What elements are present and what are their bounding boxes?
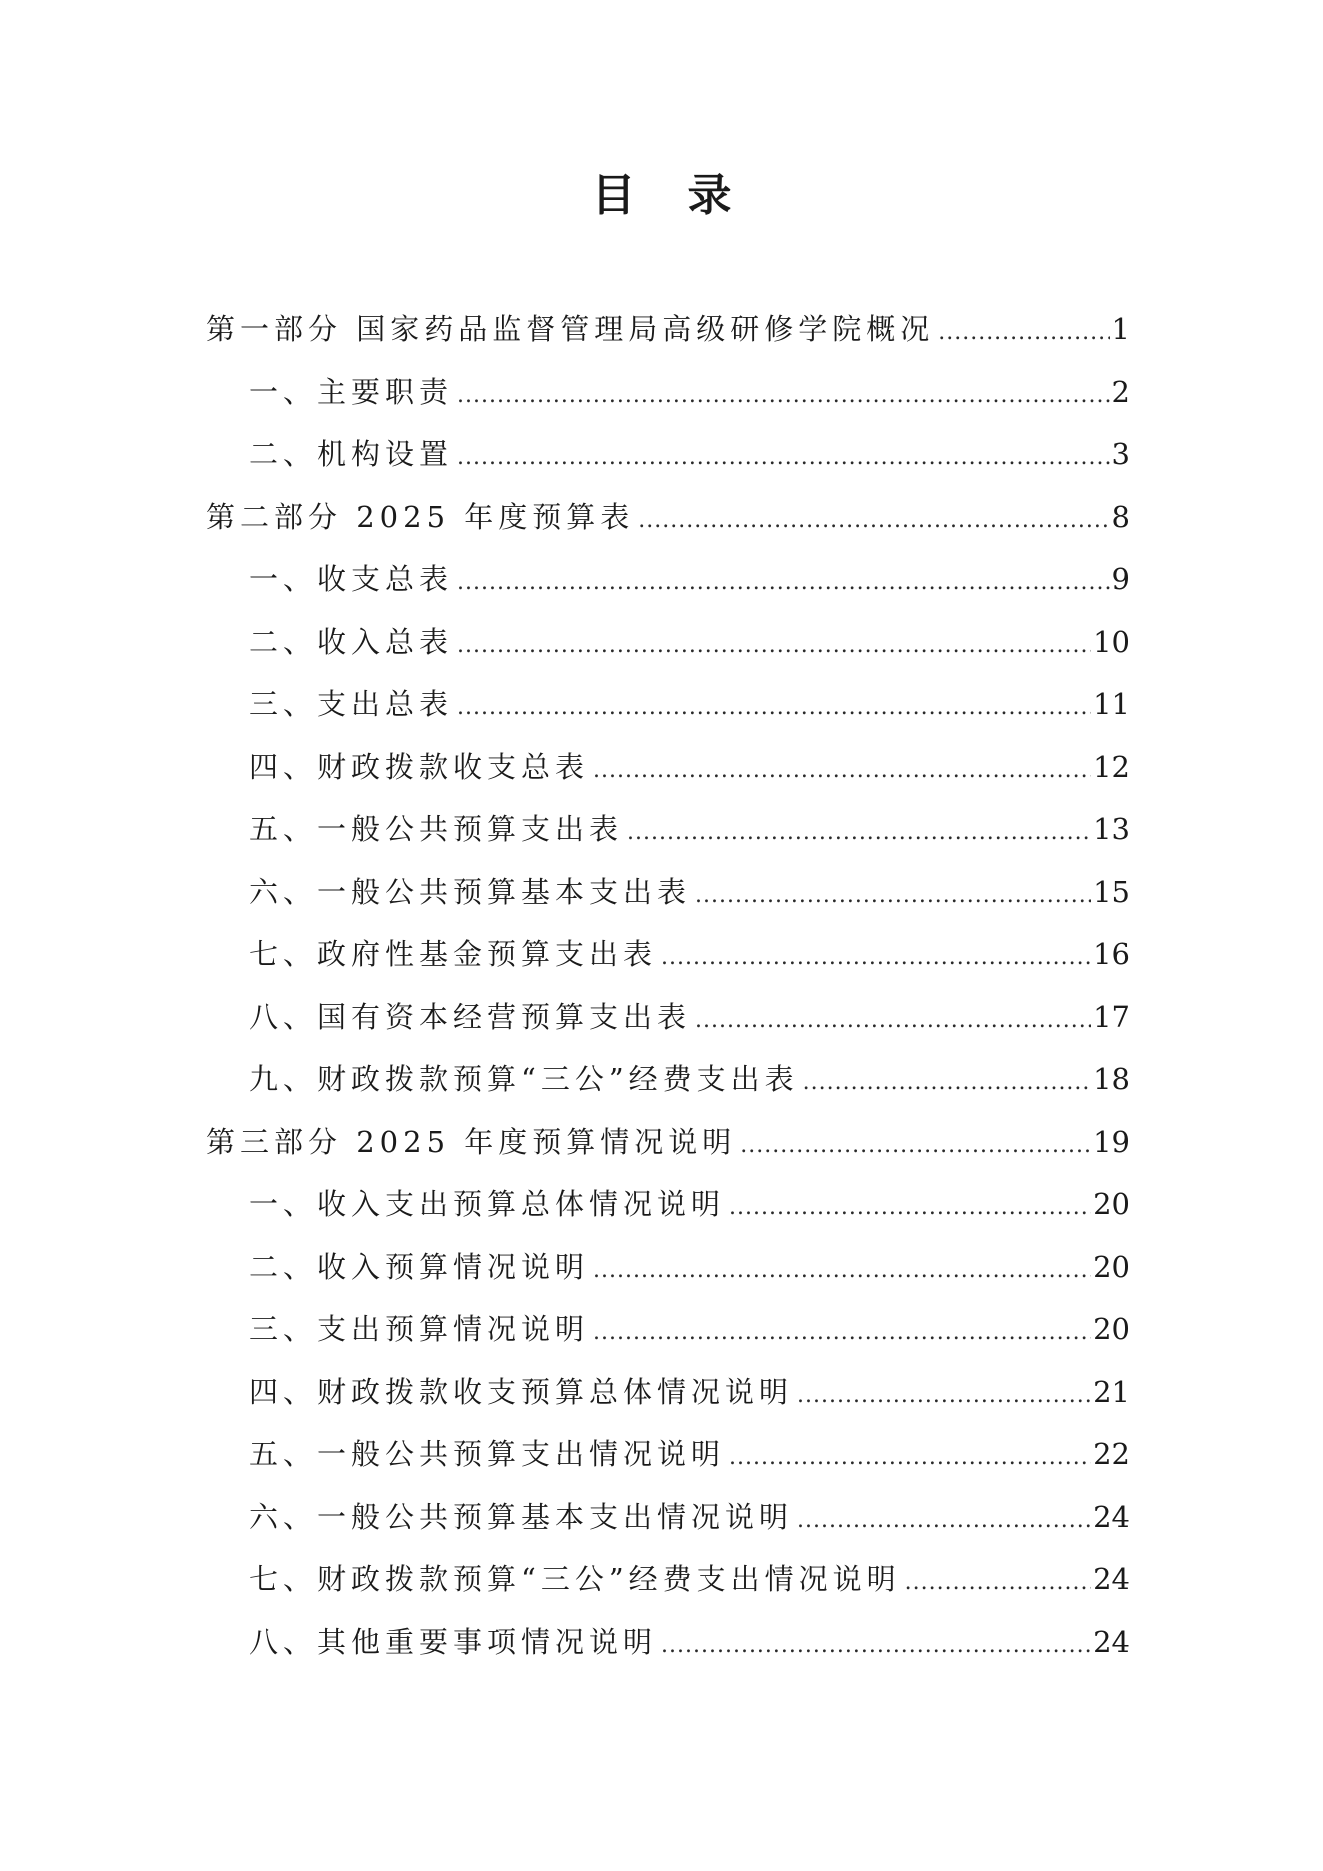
table-of-contents	[206, 298, 1130, 1673]
toc-entry[interactable]	[206, 361, 1130, 424]
toc-entry[interactable]	[206, 1173, 1130, 1236]
leader-dots	[457, 365, 1110, 428]
toc-page-number: 9	[1111, 562, 1130, 596]
toc-entry[interactable]	[206, 923, 1130, 986]
toc-entry-label: 七、财政拨款预算“三公”经费支出情况说明	[249, 1562, 901, 1596]
toc-entry-label: 四、财政拨款收支总表	[249, 749, 590, 784]
leader-dots	[938, 302, 1109, 365]
toc-entry-label: 五、一般公共预算支出情况说明	[249, 1437, 726, 1471]
toc-page-number: 11	[1093, 687, 1130, 721]
toc-entry[interactable]	[206, 673, 1130, 736]
leader-dots	[695, 990, 1091, 1053]
toc-page-number: 22	[1093, 1437, 1130, 1471]
leader-dots	[729, 1177, 1091, 1240]
leader-dots	[457, 677, 1091, 740]
toc-page-number: 18	[1093, 1062, 1130, 1096]
leader-dots	[593, 1302, 1091, 1365]
toc-page-number: 12	[1093, 749, 1130, 784]
leader-dots	[593, 1240, 1091, 1303]
page-title-part-2: 录	[687, 170, 732, 221]
toc-entry[interactable]	[206, 1111, 1130, 1174]
leader-dots	[797, 1365, 1091, 1428]
toc-entry[interactable]	[206, 1486, 1130, 1549]
toc-page-number: 20	[1093, 1249, 1130, 1284]
toc-entry-label: 六、一般公共预算基本支出表	[249, 874, 692, 909]
leader-dots	[457, 552, 1110, 615]
toc-entry-label: 七、政府性基金预算支出表	[249, 937, 658, 971]
leader-dots	[661, 1615, 1091, 1678]
toc-entry[interactable]	[206, 1236, 1130, 1299]
page-title-part-1: 目	[591, 170, 636, 221]
page-title	[0, 168, 1323, 224]
toc-entry-label: 八、其他重要事项情况说明	[249, 1624, 658, 1659]
toc-page-number: 16	[1093, 937, 1130, 971]
toc-page-number: 13	[1093, 812, 1130, 846]
toc-page-number: 2	[1111, 374, 1130, 409]
toc-entry-label: 六、一般公共预算基本支出情况说明	[249, 1499, 794, 1534]
leader-dots	[638, 490, 1109, 553]
toc-entry[interactable]	[206, 611, 1130, 674]
toc-entry[interactable]	[206, 1548, 1130, 1611]
toc-entry[interactable]	[206, 1361, 1130, 1424]
toc-entry-label: 一、主要职责	[249, 374, 454, 409]
toc-entry-label: 三、支出预算情况说明	[249, 1312, 590, 1346]
toc-entry[interactable]	[206, 1298, 1130, 1361]
leader-dots	[627, 802, 1091, 865]
leader-dots	[729, 1427, 1091, 1490]
toc-entry[interactable]	[206, 1611, 1130, 1674]
toc-entry-label: 一、收支总表	[249, 562, 454, 596]
toc-page-number: 21	[1093, 1374, 1130, 1409]
toc-entry[interactable]	[206, 486, 1130, 549]
toc-page-number: 3	[1111, 437, 1130, 471]
toc-entry[interactable]	[206, 861, 1130, 924]
leader-dots	[457, 427, 1110, 490]
toc-page-number: 8	[1111, 499, 1130, 534]
toc-page-number: 19	[1093, 1124, 1130, 1159]
toc-page-number: 10	[1093, 624, 1130, 659]
leader-dots	[593, 740, 1091, 803]
toc-entry[interactable]	[206, 1048, 1130, 1111]
leader-dots	[803, 1052, 1091, 1115]
leader-dots	[797, 1490, 1091, 1553]
toc-entry-label: 八、国有资本经营预算支出表	[249, 999, 692, 1034]
toc-page-number: 20	[1093, 1187, 1130, 1221]
toc-entry[interactable]	[206, 736, 1130, 799]
toc-page-number: 15	[1093, 874, 1130, 909]
leader-dots	[457, 615, 1091, 678]
toc-entry-label: 五、一般公共预算支出表	[249, 812, 624, 846]
toc-entry[interactable]	[206, 548, 1130, 611]
toc-entry-label: 第三部分 2025 年度预算情况说明	[206, 1124, 737, 1159]
toc-entry[interactable]	[206, 1423, 1130, 1486]
toc-entry[interactable]	[206, 423, 1130, 486]
leader-dots	[740, 1115, 1091, 1178]
toc-page-number: 24	[1093, 1624, 1130, 1659]
toc-entry-label: 二、收入预算情况说明	[249, 1249, 590, 1284]
toc-entry-label: 第二部分 2025 年度预算表	[206, 499, 635, 534]
toc-entry-label: 一、收入支出预算总体情况说明	[249, 1187, 726, 1221]
toc-entry-label: 二、机构设置	[249, 437, 454, 471]
toc-page-number: 17	[1093, 999, 1130, 1034]
toc-entry[interactable]	[206, 986, 1130, 1049]
toc-page-number: 20	[1093, 1312, 1130, 1346]
toc-entry-label: 九、财政拨款预算“三公”经费支出表	[249, 1062, 799, 1096]
toc-page-number: 1	[1111, 312, 1130, 346]
toc-entry-label: 二、收入总表	[249, 624, 454, 659]
toc-entry-label: 第一部分 国家药品监督管理局高级研修学院概况	[206, 312, 935, 346]
toc-entry[interactable]	[206, 798, 1130, 861]
toc-entry-label: 四、财政拨款收支预算总体情况说明	[249, 1374, 794, 1409]
toc-entry[interactable]	[206, 298, 1130, 361]
leader-dots	[661, 927, 1091, 990]
toc-entry-label: 三、支出总表	[249, 687, 454, 721]
leader-dots	[695, 865, 1091, 928]
leader-dots	[905, 1552, 1091, 1615]
toc-page-number: 24	[1093, 1499, 1130, 1534]
toc-page-number: 24	[1093, 1562, 1130, 1596]
